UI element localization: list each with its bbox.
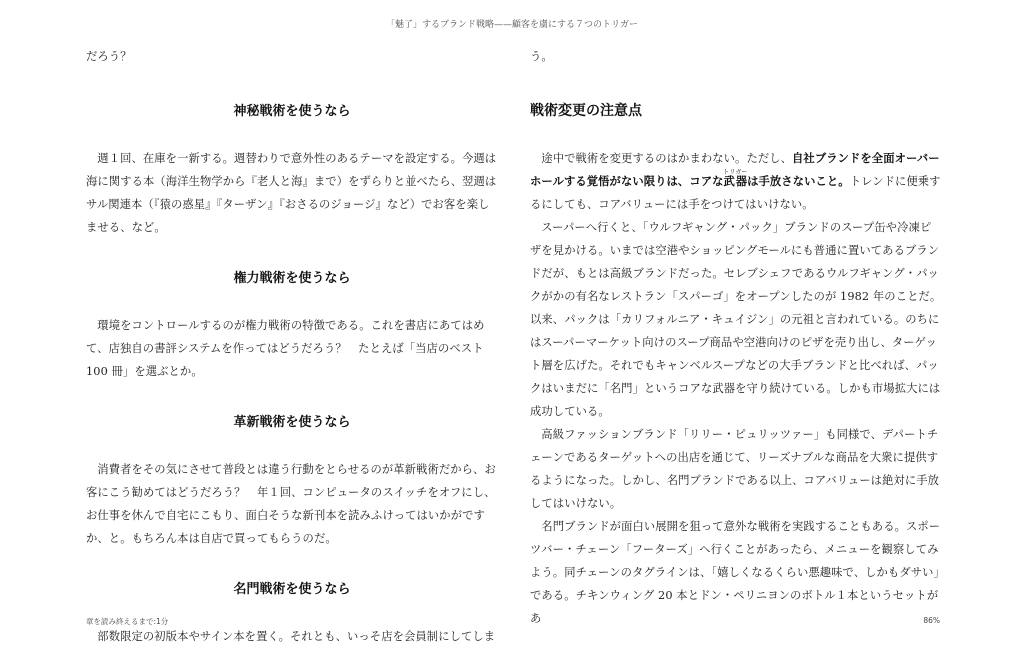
lead-text: 途中で戦術を変更するのはかまわない。ただし、	[541, 152, 793, 165]
section-paragraph: 高級ファッションブランド「リリー・ピュリッツァー」も同様で、デパートチェーンであるターゲットへの出店を通じて、リーズナブルな商品を大衆に提供するようになった。しかし、名門ブランドである以上、コアバリューは絶対に手放してはいけない。	[530, 428, 940, 510]
bold-emphasis: 自社ブランドを全面オーバーホールする覚悟がない限りは、コアな	[530, 152, 940, 188]
section-paragraph: 消費者をその気にさせて普段とは違う行動をとらせるのが革新戦術だから、お客にこう勧めてはどうだろう？ 年１回、コンピュータのスイッチをオフにし、お仕事を休んで自宅にこもり、面白そうな新刊本を読みふけってはいかがですか、と。もちろん本は自店で買ってもらうのだ。	[86, 463, 496, 545]
section-paragraph: 環境をコントロールするのが権力戦術の特徴である。これを書店にあてはめて、店独自の書評システムを作ってはどうだろう？ たとえば「当店のベスト 100 冊」を選ぶとか。	[86, 319, 485, 378]
ruby-text: トリガー	[723, 169, 748, 176]
section-paragraph: 部数限定の初版本やサイン本を置く。それとも、いっそ店を会員制にしてしま	[97, 630, 496, 643]
left-page-column	[86, 45, 498, 648]
ruby-annotation	[723, 169, 748, 188]
continued-line: だろう？	[86, 50, 132, 63]
section-paragraph-lead	[530, 147, 942, 216]
reading-progress-label: 86%	[923, 616, 940, 625]
right-page-column	[530, 45, 942, 630]
section-paragraph: スーパーへ行くと、「ウルフギャング・パック」ブランドのスープ缶や冷凍ピザを見かける。いまでは空港やショッピングモールにも普通に置いてあるブランドだが、もとは高級ブランドだった。セレブシェフであるウルフギャング・パックがかの有名なレストラン「スパーゴ」をオープンしたのが 1982 年のことだ。以来、パックは「カリフォルニア・キュイジン」の元祖と言われている。のちにはスーパーマーケット向けのスープ商品や空港向けのピザを売り出し、ターゲット層を広げた。それでもキャンベルスープなどの大手ブランドと比べれば、パックはいまだに「名門」というコアな武器を守り続けている。しかも市場拡大には成功している。	[530, 221, 942, 418]
section-heading-tactic-change: 戦術変更の注意点	[530, 103, 642, 119]
continued-line: う。	[530, 50, 553, 63]
lead-text-end: トレンドに便乗するにしても、コアバリューには手をつけてはいけない。	[530, 175, 941, 211]
section-heading-prestige: 名門戦術を使うなら	[233, 582, 351, 597]
section-heading-innovation: 革新戦術を使うなら	[233, 415, 351, 430]
ruby-base: 武器	[723, 175, 748, 188]
section-paragraph: 週１回、在庫を一新する。週替わりで意外性のあるテーマを設定する。今週は海に関する本（海洋生物学から『老人と海』まで）をずらりと並べたら、翌週はサル関連本（『猿の惑星』『ターザン』『おさるのジョージ』など）でお客を楽しませる、など。	[86, 152, 497, 234]
book-title-header: 「魅了」するブランド戦略——顧客を虜にする７つのトリガー	[386, 20, 638, 30]
section-heading-mystery: 神秘戦術を使うなら	[233, 104, 351, 119]
bold-emphasis: は手放さないこと。	[747, 175, 850, 188]
section-paragraph: 名門ブランドが面白い展開を狙って意外な戦術を実践することもある。スポーツバー・チェーン「フーターズ」へ行くことがあったら、メニューを観察してみよう。同チェーンのタグラインは、「嬉しくなるくらい悪趣味で、しかもダサい」である。チキンウィング 20 本とドン・ペリニヨンのボトル１本というセットがあ	[530, 520, 941, 625]
time-remaining-label: 章を読み終えるまで:1分	[86, 617, 169, 626]
section-heading-power: 権力戦術を使うなら	[233, 271, 351, 286]
